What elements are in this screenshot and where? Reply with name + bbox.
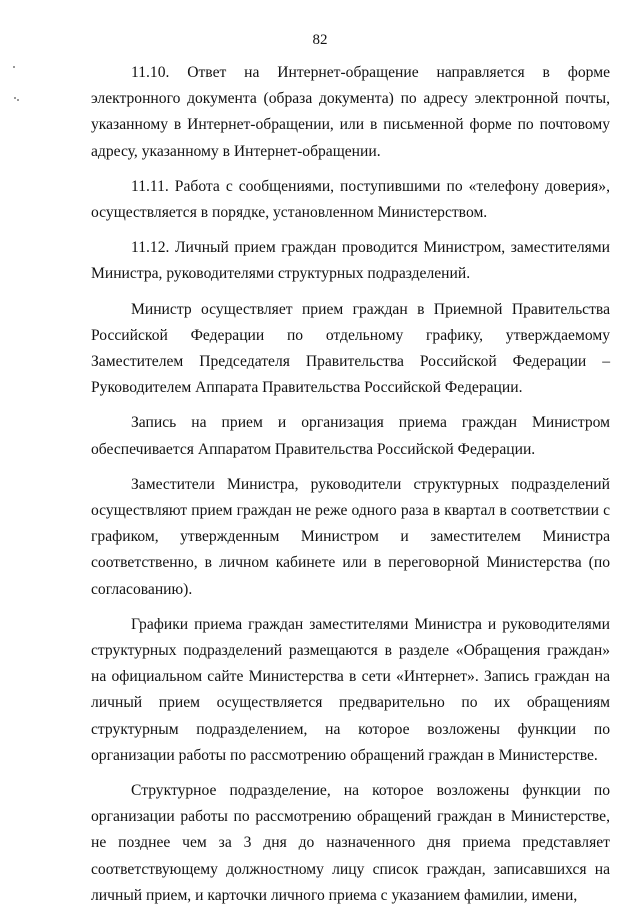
scan-speck <box>13 66 15 68</box>
paragraph-deputies-reception: Заместители Министра, руководители структурных подразделений осуществляют прием граждан не реже одного раза в квартал в соответствии с графиком, утвержденным Министром и заместителем Министра соответственно, в личном кабинете или в переговорной Министерства (по согласованию). <box>91 475 610 598</box>
document-body <box>91 60 610 909</box>
paragraph-structural-unit: Структурное подразделение, на которое возложены функции по организации работы по рассмотрению обращений граждан в Министерстве, не позднее чем за 3 дня до назначенного дня приема представляет соответствующему должностному лицу список граждан, записавшихся на личный прием, и карточки личного приема с указанием фамилии, имени, <box>91 782 610 904</box>
paragraph-11-10: 11.10. Ответ на Интернет-обращение направляется в форме электронного документа (образа документа) по адресу электронной почты, указанному в Интернет-обращении, или в письменной форме по почтовому адресу, указанному в Интернет-обращении. <box>91 64 610 160</box>
paragraph-appointment: Запись на прием и организация приема граждан Министром обеспечивается Аппаратом Правительства Российской Федерации. <box>91 414 610 458</box>
scan-speck <box>14 97 16 99</box>
paragraph-minister-reception: Министр осуществляет прием граждан в Приемной Правительства Российской Федерации по отдельному графику, утверждаемому Заместителем Председателя Правительства Российской Федерации – Руководителем Аппарата Правительства Российской Федерации. <box>91 300 610 397</box>
paragraph-11-11: 11.11. Работа с сообщениями, поступившими по «телефону доверия», осуществляется в порядке, установленном Министерством. <box>91 177 610 222</box>
paragraph-11-12: 11.12. Личный прием граждан проводится Министром, заместителями Министра, руководителями структурных подразделений. <box>91 239 610 283</box>
scan-speck <box>17 99 19 101</box>
paragraph-schedules: Графики приема граждан заместителями Министра и руководителями структурных подразделений размещаются в разделе «Обращения граждан» на официальном сайте Министерства в сети «Интернет». Запись граждан на личный прием осуществляется предварительно по их обращениям структурным подразделением, на которое возложены функции по организации работы по рассмотрению обращений граждан в Министерстве. <box>91 615 610 764</box>
page-number: 82 <box>312 32 328 48</box>
